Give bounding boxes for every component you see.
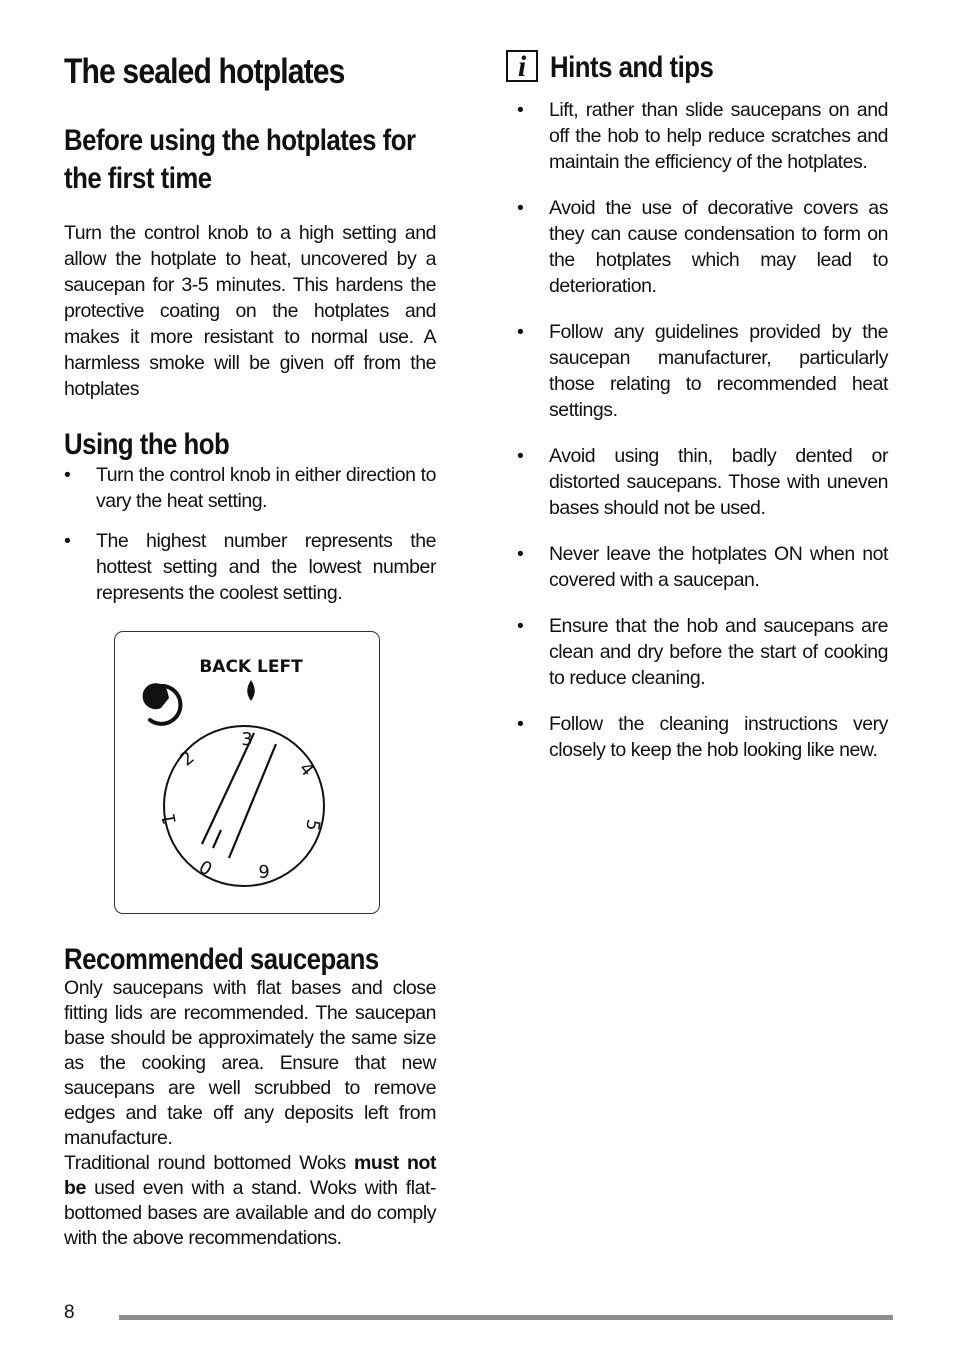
knob-dial-ring-icon	[164, 726, 324, 886]
hotplate-position-icon	[143, 683, 181, 724]
dial-number-0: 0	[196, 854, 217, 879]
dial-number-4: 4	[294, 758, 318, 781]
saucepans-body: Only saucepans with flat bases and close fitting lids are recommended. The saucepan base should be approximately the same size as the cooking area. Ensure that new saucepans are well scrubbed to remove edges and take off any deposits left from manufacture.	[64, 977, 436, 1149]
dial-number-3: 3	[241, 729, 253, 750]
woks-emphasis: must not be	[64, 1152, 436, 1199]
list-item: • The highest number represents the hottest setting and the lowest number represents the coolest setting.	[64, 528, 436, 606]
before-first-use-body: Turn the control knob to a high setting and allow the hotplate to heat, uncovered by a saucepan for 3-5 minutes. This hardens the protective coating on the hotplates and makes it more resistant to normal use. A harmless smoke will be given off from the hotplates	[64, 222, 436, 400]
woks-text-start: Traditional round bottomed Woks	[64, 1152, 355, 1174]
page-title: The sealed hotplates	[64, 52, 345, 91]
indicator-mark-icon	[247, 680, 255, 701]
saucepans-heading: Recommended saucepans	[64, 943, 379, 976]
page-number: 8	[64, 1302, 75, 1323]
knob-position-label: BACK LEFT	[199, 657, 303, 677]
right-column	[506, 46, 888, 763]
info-icon: i	[506, 50, 538, 82]
hints-header	[506, 46, 888, 86]
woks-warning	[64, 1151, 436, 1251]
knob-handle-icon	[202, 733, 276, 858]
dial-number-2: 2	[176, 747, 199, 771]
dial-number-6: 6	[258, 860, 270, 881]
list-item: • Lift, rather than slide saucepans on and off the hob to help reduce scratches and maintain the efficiency of the hotplates.	[506, 97, 888, 175]
footer-divider	[119, 1315, 893, 1320]
hints-list	[506, 97, 888, 763]
list-item: • Never leave the hotplates ON when not covered with a saucepan.	[506, 541, 888, 593]
left-column	[64, 46, 436, 1251]
before-first-use-section	[64, 122, 436, 402]
using-hob-heading: Using the hob	[64, 428, 230, 461]
woks-text-end: used even with a stand. Woks with flat-bottomed bases are available and do comply with the above recommendations.	[64, 1177, 436, 1249]
saucepans-section	[64, 944, 436, 1251]
using-hob-list	[64, 462, 436, 606]
knob-illustration	[115, 632, 379, 913]
hints-heading: Hints and tips	[550, 51, 714, 84]
list-item: • Turn the control knob in either direction to vary the heat setting.	[64, 462, 436, 514]
using-hob-section	[64, 428, 436, 606]
dial-number-1: 1	[158, 811, 181, 827]
list-item: • Follow any guidelines provided by the saucepan manufacturer, particularly those relating to recommended heat settings.	[506, 319, 888, 423]
before-first-use-heading: Before using the hotplates for the first time	[64, 124, 416, 195]
list-item: • Avoid using thin, badly dented or distorted saucepans. Those with uneven bases should not be used.	[506, 443, 888, 521]
dial-number-5: 5	[301, 817, 324, 833]
list-item: • Avoid the use of decorative covers as they can cause condensation to form on the hotplates which may lead to deterioration.	[506, 195, 888, 299]
list-item: • Ensure that the hob and saucepans are clean and dry before the start of cooking to reduce cleaning.	[506, 613, 888, 691]
control-knob-diagram	[114, 631, 380, 914]
list-item: • Follow the cleaning instructions very closely to keep the hob looking like new.	[506, 711, 888, 763]
